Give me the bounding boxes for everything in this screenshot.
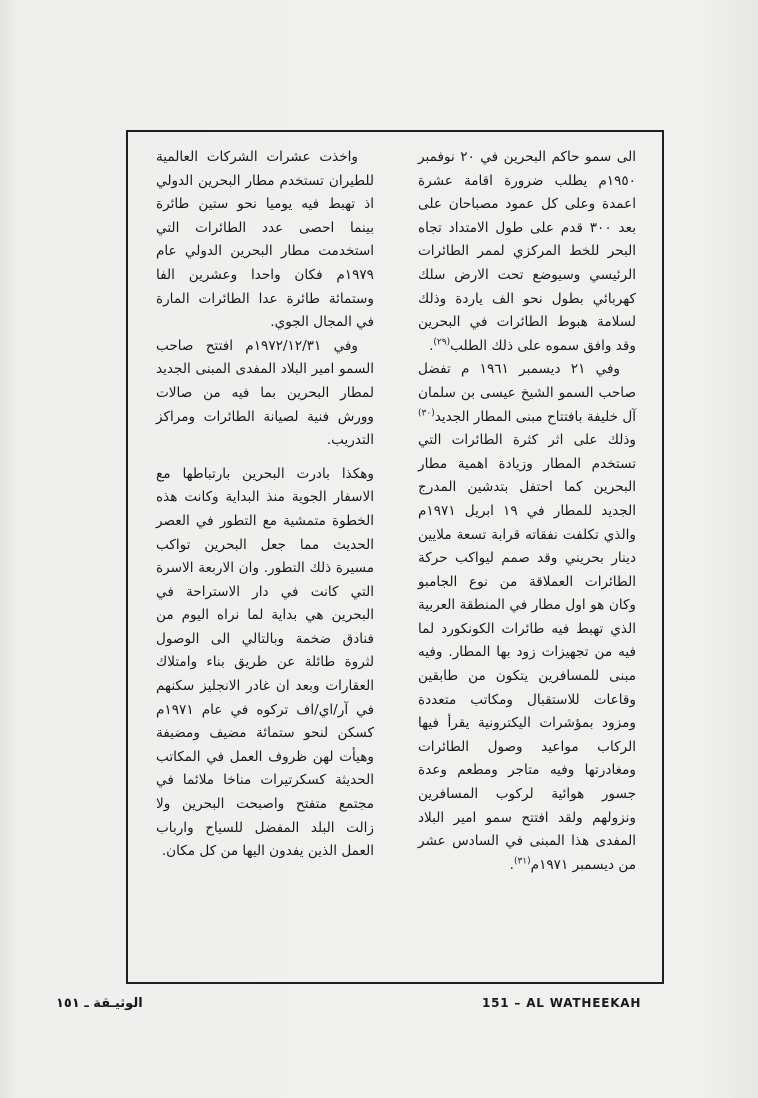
footer-english-page-label: 151 – AL WATHEEKAH: [482, 996, 642, 1010]
article-frame: [126, 130, 664, 984]
right-paragraph-2-end: .: [509, 856, 514, 873]
right-text-column: [418, 146, 636, 877]
right-paragraph-2: [418, 358, 636, 877]
footer-arabic-page-label: الوثيـقة ـ ١٥١: [56, 996, 143, 1011]
footnote-ref: (٣٠): [418, 408, 435, 418]
right-paragraph-2-text-a: وفي ٢١ ديسمبر ١٩٦١ م تفضل صاحب السمو الشيخ عيسى بن سلمان آل خليفة بافتتاح مبنى المطار الجديد: [418, 361, 636, 425]
left-paragraph-1: واخذت عشرات الشركات العالمية للطيران تستخدم مطار البحرين الدولي اذ تهبط فيه يوميا نحو ستين طائرة بينما احصى عدد الطائرات التي استخدمت مطار البحرين الدولي عام ١٩٧٩م فكان واحدا وعشرين الفا وستمائة طائرة عدا الطائرات المارة في المجال الجوي.: [156, 149, 374, 331]
footnote-ref: (٣١): [513, 856, 531, 867]
right-paragraph-1-text: الى سمو حاكم البحرين في ٢٠ نوفمبر ١٩٥٠م يطلب ضرورة اقامة عشرة اعمدة وعلى كل عمود مصباحان على بعد ٣٠٠ قدم على طول الامتداد تجاه البحر للخط المركزي لممر الطائرات الرئيسي وسيوضع تحت الارض سلك كهربائي بطول نحو الف ياردة وذلك لسلامة هبوط الطائرات في البحرين وقد وافق سموه على ذلك الطلب: [418, 149, 636, 354]
left-paragraph-2: وفي ١٩٧٢/١٢/٣١م افتتح صاحب السمو امير البلاد المفدى المبنى الجديد لمطار البحرين بما فيه من صالات وورش فنية لصيانة الطائرات ومراكز التدريب.: [156, 337, 374, 449]
right-paragraph-2-text-b: وذلك على اثر كثرة الطائرات التي تستخدم المطار وزيادة اهمية مطار البحرين كما احتفل بتدشين المدرج الجديد للمطار في ١٩ ابريل ١٩٧١م والذي تكلفت نفقاته قرابة تسعة ملايين دينار بحريني وقد صمم ليواكب حركة الطائرات العملاقة من نوع الجامبو وكان هو اول مطار في المنطقة العربية الذي تهبط فيه طائرات الكونكورد لما فيه من تجهيزات زود بها المطار. وفيه مبنى للمسافرين يتكون من طابقين وقاعات للاستقبال ومكاتب متعددة ومزود بمؤشرات اليكترونية يقرأ فيها الركاب مواعيد وصول الطائرات ومغادرتها وفيه متاجر ومطعم وعدة جسور هوائية لركوب المسافرين ونزولهم ولقد افتتح سمو امير البلاد المفدى هذا المبنى في السادس عشر من ديسمبر ١٩٧١م: [418, 432, 636, 873]
left-text-column: [156, 146, 374, 864]
footnote-ref: (٢٩): [433, 337, 451, 348]
left-paragraph-3: وهكذا بادرت البحرين بارتباطها مع الاسفار الجوية منذ البداية وكانت هذه الخطوة متمشية مع التطور في العصر الحديث مما جعل البحرين تواكب مسيرة ذلك التطور. وان الاربعة الاسرة التي كانت في دار الاستراحة في البحرين هي بداية لما نراه اليوم من فنادق ضخمة وبالتالي الى الوصول لثروة طائلة عن طريق بناء وامتلاك العقارات وبعد ان غادر الانجليز سكنهم في آر/اي/اف تركوه في عام ١٩٧١م كسكن لنحو ستمائة مضيف ومضيفة وهيأت لهن ظروف العمل في المكاتب الحديثة كسكرتيرات مناخا ملائما في مجتمع متفتح واصبحت البحرين ولا زالت البلد المفضل للسياح وارباب العمل الذين يفدون اليها من كل مكان.: [156, 465, 374, 860]
right-paragraph-1: الى سمو حاكم البحرين في ٢٠ نوفمبر ١٩٥٠م يطلب ضرورة اقامة عشرة اعمدة وعلى كل عمود مصباحان على بعد ٣٠٠ قدم على طول الامتداد تجاه البحر للخط المركزي لممر الطائرات الرئيسي وسيوضع تحت الارض سلك كهربائي بطول نحو الف ياردة وذلك لسلامة هبوط الطائرات في البحرين وقد وافق سموه على ذلك الطلب$^{(٢٩)}$.: [418, 149, 636, 354]
